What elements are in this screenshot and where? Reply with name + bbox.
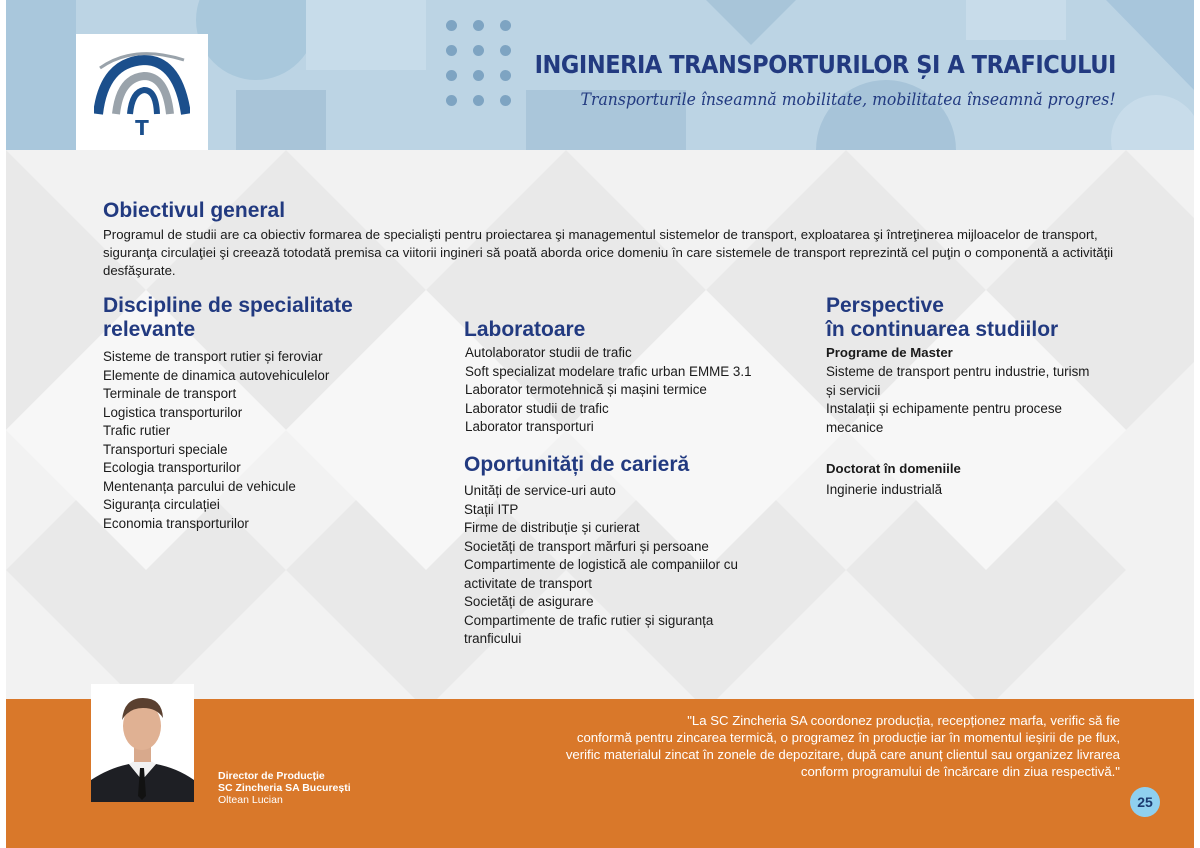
perspective-heading <box>826 294 1058 342</box>
list-item: activitate de transport <box>464 575 593 591</box>
list-item: Laborator transporturi <box>465 419 594 434</box>
list-item: Unități de service-uri auto <box>464 483 616 498</box>
list-item: mecanice <box>826 419 884 435</box>
list-item: Autolaborator studii de trafic <box>465 345 632 360</box>
page-number-badge: 25 <box>1130 787 1160 817</box>
list-item: Firme de distribuție și curierat <box>464 520 640 535</box>
disciplines-heading-line1: Discipline de specialitate <box>103 294 353 317</box>
list-item: și servicii <box>826 382 881 398</box>
list-item: Societăți de asigurare <box>464 594 594 609</box>
careers-heading: Oportunități de carieră <box>464 453 690 476</box>
careers-list <box>464 482 738 649</box>
list-item: Transporturi speciale <box>103 441 228 457</box>
list-item: Instalații și echipamente pentru procese <box>826 401 1062 416</box>
list-item: Compartimente de trafic rutier și siguranța <box>464 612 714 628</box>
logo-letter: T <box>135 116 149 140</box>
objective-text: Programul de studii are ca obiectiv formarea de specialişti pentru proiectarea şi managementul sistemelor de transport, exploatarea şi întreţinerea mijloacelor de transport, siguranţa circulaţiei şi creează totodată premisa ca viitorii ingineri să poată aborda orice domeniu în care sistemele de transport reprezintă cel puţin o componentă a activităţii desfăşurate. <box>103 227 1114 278</box>
list-item: Sisteme de transport rutier și feroviar <box>103 349 323 364</box>
perspective-heading-line2: în continuarea studiilor <box>826 318 1059 341</box>
person-photo <box>91 684 194 802</box>
doctorate-list <box>826 481 942 500</box>
disciplines-heading-line2: relevante <box>103 318 196 341</box>
disciplines-heading <box>103 294 353 342</box>
faculty-logo <box>76 34 208 150</box>
testimonial-quote <box>470 712 1120 780</box>
page-subtitle: Transporturile înseamnă mobilitate, mobilitatea înseamnă progres! <box>580 90 1116 110</box>
list-item: Compartimente de logistică ale companiilor cu <box>464 557 738 572</box>
person-name: Oltean Lucian <box>218 794 283 806</box>
person-credits <box>218 770 351 806</box>
quote-line: verific materialul zincat în zonele de depozitare, după care anunț clientul sau organizez livrarea <box>565 747 1120 762</box>
quote-line: conformă pentru zincarea termică, o programez în producție iar în momentul ieșirii de pe flux, <box>576 730 1120 745</box>
list-item: Sisteme de transport pentru industrie, turism <box>826 364 1090 379</box>
list-item: Trafic rutier <box>103 423 171 438</box>
master-heading: Programe de Master <box>826 345 953 360</box>
quote-line: "La SC Zincheria SA coordonez producția, recepționez marfa, verific să fie <box>687 713 1120 728</box>
list-item: Elemente de dinamica autovehiculelor <box>103 367 330 383</box>
portrait-image <box>91 684 194 802</box>
list-item: Societăți de transport mărfuri și persoane <box>464 538 709 554</box>
labs-list <box>465 344 752 437</box>
list-item: Mentenanța parcului de vehicule <box>103 478 296 494</box>
road-arc-icon <box>94 48 190 118</box>
list-item: Inginerie industrială <box>826 482 943 497</box>
list-item: Economia transporturilor <box>103 515 249 531</box>
list-item: Laborator studii de trafic <box>465 400 609 416</box>
list-item: Stații ITP <box>464 501 519 517</box>
list-item: Laborator termotehnică și mașini termice <box>465 382 707 397</box>
list-item: Siguranța circulației <box>103 497 220 512</box>
perspective-heading-line1: Perspective <box>826 294 944 317</box>
page-title: INGINERIA TRANSPORTURILOR ȘI A TRAFICULUI <box>534 50 1116 79</box>
doctorate-heading: Doctorat în domeniile <box>826 461 961 476</box>
list-item: Ecologia transporturilor <box>103 460 241 475</box>
list-item: Soft specializat modelare trafic urban EMME 3.1 <box>465 363 752 379</box>
person-role: Director de Producție <box>218 770 325 782</box>
list-item: Logistica transporturilor <box>103 404 243 420</box>
labs-heading: Laboratoare <box>464 318 586 341</box>
disciplines-list <box>103 348 329 533</box>
master-list <box>826 363 1089 437</box>
quote-line: conform programului de încărcare din ziua respectivă." <box>800 764 1120 779</box>
objective-heading: Obiectivul general <box>103 199 286 222</box>
list-item: tranficului <box>464 631 522 646</box>
list-item: Terminale de transport <box>103 386 237 401</box>
person-company: SC Zincheria SA București <box>218 782 351 794</box>
